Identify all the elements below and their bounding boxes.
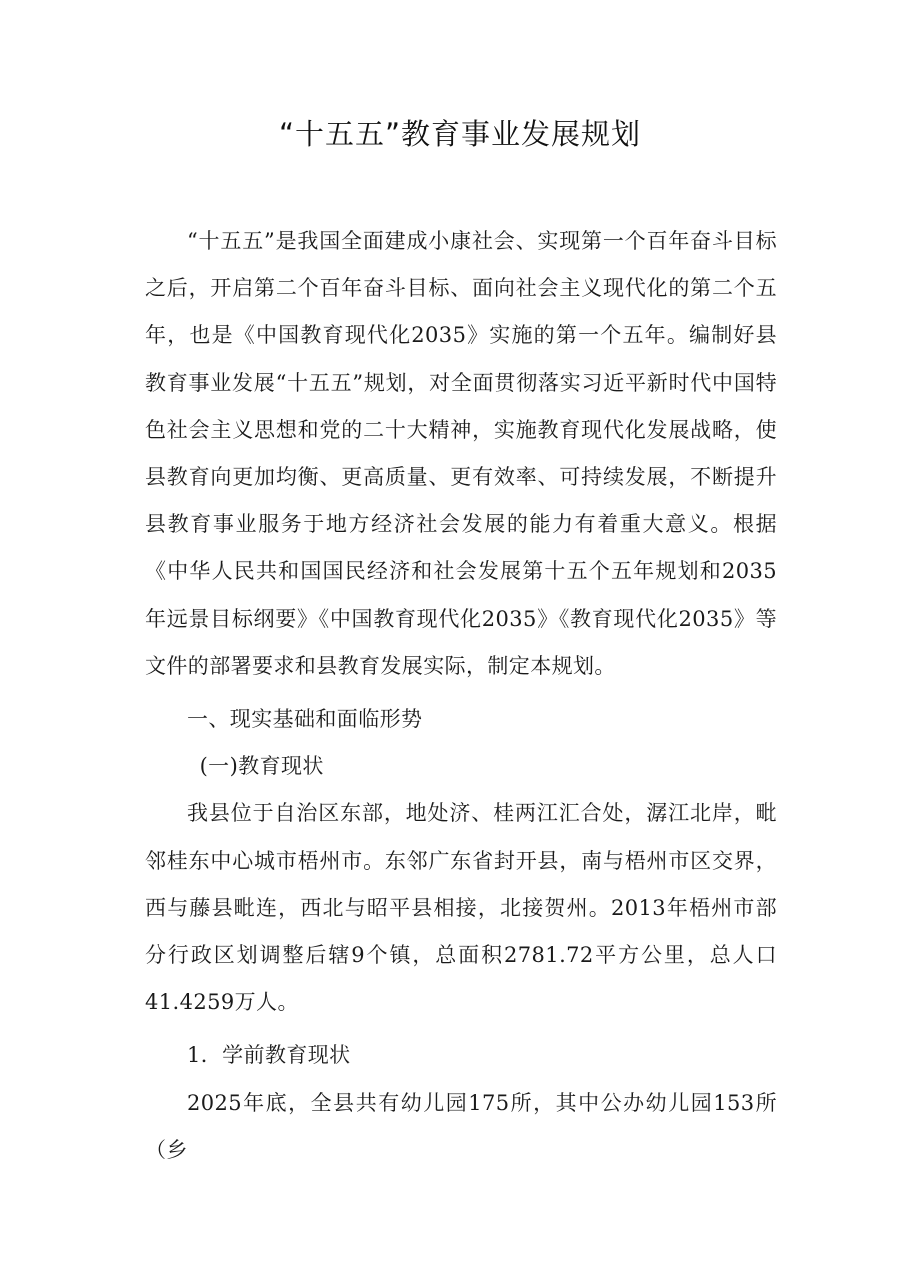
location-paragraph: 我县位于自治区东部，地处济、桂两江汇合处，潺江北岸，毗邻桂东中心城市梧州市。东邻广东省封开县，南与梧州市区交界，西与藤县毗连，西北与昭平县相接，北接贺州。2013年梧州市部分行政区划调整后辖9个镇，总面积2781.72平方公里，总人口41.4259万人。 — [145, 801, 777, 1015]
subsection-heading: (一)教育现状 — [199, 754, 324, 779]
document-title: “十五五”教育事业发展规划 — [278, 117, 642, 151]
intro-paragraph: “十五五”是我国全面建成小康社会、实现第一个百年奋斗目标之后，开启第二个百年奋斗目标、面向社会主义现代化的第二个五年，也是《中国教育现代化2035》实施的第一个五年。编制好县教育事业发展“十五五”规划，对全面贯彻落实习近平新时代中国特色社会主义思想和党的二十大精神，实施教育现代化发展战略，使县教育向更加均衡、更高质量、更有效率、可持续发展，不断提升县教育事业服务于地方经济社会发展的能力有着重大意义。根据《中华人民共和国国民经济和社会发展第十五个五年规划和2035年远景目标纲要》《中国教育现代化2035》《教育现代化2035》等文件的部署要求和县教育发展实际，制定本规划。 — [145, 229, 777, 678]
item-heading: 1．学前教育现状 — [187, 1043, 351, 1068]
document-body — [145, 218, 777, 1174]
preschool-paragraph: 2025年底，全县共有幼儿园175所，其中公办幼儿园153所（乡 — [145, 1090, 777, 1162]
section-heading: 一、现实基础和面临形势 — [187, 707, 423, 732]
